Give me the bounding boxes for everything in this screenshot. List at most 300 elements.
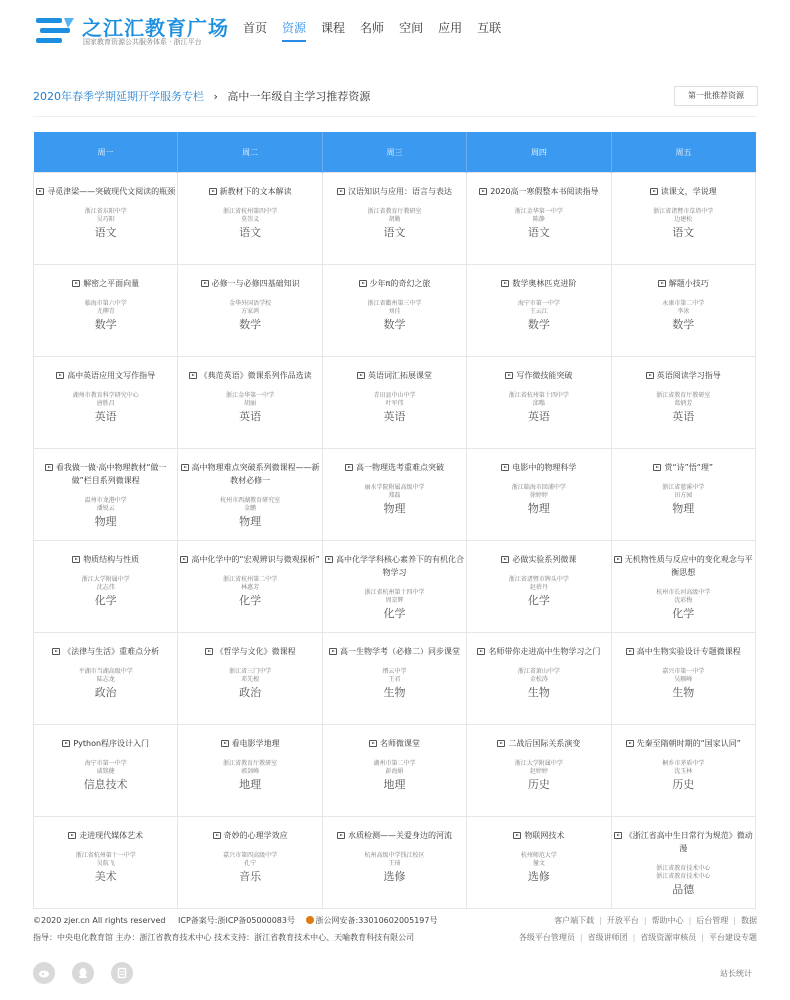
- course-card[interactable]: [323, 449, 466, 540]
- footer-link[interactable]: 平台建设专题: [709, 933, 757, 942]
- teacher-name: 金松涛: [529, 676, 548, 683]
- course-title[interactable]: 《哲学与文化》微课程: [215, 647, 296, 656]
- course-title[interactable]: 高中化学中的“宏观辨识与微观探析”: [191, 555, 320, 564]
- course-cell: [611, 265, 755, 357]
- footer-link[interactable]: 帮助中心: [651, 916, 684, 925]
- icp-link[interactable]: ICP备案号:浙ICP备05000083号: [178, 916, 295, 925]
- school-name: 温州市龙港中学: [84, 497, 127, 504]
- school-name: 浙江金华第一中学: [226, 392, 275, 399]
- table-row: [34, 173, 756, 265]
- play-icon: [209, 188, 217, 195]
- course-cell: [322, 817, 466, 909]
- subject-label: 化学: [527, 594, 550, 607]
- teacher-name: 郑磊: [388, 492, 401, 499]
- course-title-line[interactable]: [367, 737, 422, 750]
- school-name: 浙江省杭州第十四中学: [364, 589, 425, 596]
- teacher-name: 王君: [388, 676, 401, 683]
- course-title[interactable]: 高中化学学科核心素养下的有机化合物学习: [335, 555, 464, 577]
- course-card[interactable]: [467, 449, 610, 540]
- link-separator: |: [579, 933, 583, 942]
- breadcrumb-parent-link[interactable]: 2020年春季学期延期开学服务专栏: [33, 90, 204, 103]
- school-name: 浙江大学附属中学: [514, 760, 563, 767]
- course-card[interactable]: [34, 725, 177, 816]
- course-card[interactable]: [467, 633, 610, 724]
- course-card[interactable]: [467, 357, 610, 448]
- link-separator: |: [733, 916, 736, 925]
- play-icon: [36, 188, 44, 195]
- subject-label: 化学: [383, 607, 406, 620]
- school-name: 浙江省教育技术中心: [656, 865, 711, 872]
- play-icon: [501, 280, 509, 287]
- course-card[interactable]: [612, 173, 755, 264]
- course-cell: [178, 357, 322, 449]
- course-card[interactable]: [612, 357, 755, 448]
- course-cell: [322, 541, 466, 633]
- teacher-name: 孔宁: [244, 860, 257, 867]
- teacher-name: 方家鸿: [241, 308, 260, 315]
- teacher-name: 吴顺峰: [674, 676, 693, 683]
- course-title-line[interactable]: [499, 277, 578, 290]
- subject-label: 音乐: [239, 870, 262, 883]
- nav-item[interactable]: 课程: [321, 21, 346, 35]
- course-cell: [322, 633, 466, 725]
- course-cell: [322, 357, 466, 449]
- play-icon: [62, 740, 70, 747]
- course-title-line[interactable]: [511, 829, 566, 842]
- school-name: 杭州高级中学钱江校区: [364, 852, 425, 859]
- course-cell: [34, 541, 178, 633]
- document-icon[interactable]: [111, 962, 133, 984]
- course-cell: [34, 449, 178, 541]
- course-title-line[interactable]: [50, 645, 161, 658]
- course-card[interactable]: [467, 725, 610, 816]
- course-title-line[interactable]: [54, 369, 157, 382]
- day-header: 周三: [322, 132, 466, 173]
- table-row: [34, 265, 756, 357]
- teacher-name: 陈静: [532, 216, 545, 223]
- footer-link[interactable]: 后台管理: [696, 916, 729, 925]
- course-title[interactable]: 必修一与必修四基础知识: [211, 279, 300, 288]
- course-title-line[interactable]: [70, 553, 141, 566]
- teacher-name: 徐婷婷: [529, 492, 548, 499]
- teacher-name: 胡丽: [244, 400, 257, 407]
- teacher-name: 吴巧阳: [96, 216, 115, 223]
- course-title-line[interactable]: [34, 185, 177, 198]
- subject-label: 品德: [672, 883, 695, 896]
- course-title-line[interactable]: [355, 369, 434, 382]
- course-title-line[interactable]: [211, 829, 290, 842]
- teacher-name: 僮文: [532, 860, 545, 867]
- teacher-name: 郭剑峰: [241, 768, 260, 775]
- subject-label: 物理: [383, 502, 406, 515]
- play-icon: [180, 556, 188, 563]
- course-title-line[interactable]: [70, 277, 141, 290]
- course-title[interactable]: 物联网技术: [524, 831, 565, 840]
- course-card[interactable]: [178, 357, 321, 448]
- course-card[interactable]: [323, 173, 466, 264]
- course-card[interactable]: [323, 633, 466, 724]
- nav-item[interactable]: 名师: [360, 21, 385, 35]
- course-card[interactable]: [178, 449, 321, 540]
- course-title-line[interactable]: [624, 737, 743, 750]
- course-title[interactable]: 名师带你走进高中生物学习之门: [488, 647, 601, 656]
- footer-link[interactable]: 省级资源审核员: [640, 933, 697, 942]
- nav-item[interactable]: 首页: [243, 21, 268, 35]
- course-cell: [178, 449, 322, 541]
- course-title[interactable]: 解题小技巧: [668, 279, 709, 288]
- school-name: 浙江省杭州第二中学: [223, 576, 278, 583]
- course-title[interactable]: 名师微课堂: [379, 739, 420, 748]
- teacher-name: 吴航飞: [96, 860, 115, 867]
- table-header-row: [34, 132, 756, 173]
- subject-label: 选修: [383, 870, 406, 883]
- course-card[interactable]: [323, 265, 466, 356]
- course-cell: [467, 265, 611, 357]
- school-name: 浙江省诸暨市牌头中学: [508, 576, 569, 583]
- course-title[interactable]: 物质结构与性质: [83, 555, 140, 564]
- teacher-name: 王云江: [529, 308, 548, 315]
- play-icon: [513, 832, 521, 839]
- play-icon: [213, 832, 221, 839]
- course-title-line[interactable]: [499, 461, 578, 474]
- subject-label: 物理: [239, 515, 262, 528]
- course-card[interactable]: [178, 725, 321, 816]
- course-cell: [611, 449, 755, 541]
- teacher-name: 田方园: [674, 492, 693, 499]
- course-title[interactable]: 看我做一做·高中物理教材“做一做”栏目系列微课程: [55, 463, 167, 485]
- course-title-line[interactable]: [495, 737, 582, 750]
- footer-link[interactable]: 数据: [741, 916, 757, 925]
- subject-label: 物理: [527, 502, 550, 515]
- course-card[interactable]: [178, 173, 321, 264]
- play-icon: [650, 188, 658, 195]
- subject-label: 英语: [239, 410, 262, 423]
- course-title[interactable]: 新教材下的文本解读: [219, 187, 292, 196]
- subject-label: 语文: [383, 226, 406, 239]
- play-icon: [337, 188, 345, 195]
- school-name: 永康市第二中学: [662, 300, 705, 307]
- course-card[interactable]: [34, 449, 177, 540]
- course-card[interactable]: [323, 725, 466, 816]
- footer-link[interactable]: 各级平台管理员: [518, 933, 575, 942]
- teacher-name: 金鹏: [244, 505, 257, 512]
- course-title-line[interactable]: [644, 369, 723, 382]
- play-icon: [505, 372, 513, 379]
- course-cell: [34, 817, 178, 909]
- course-card[interactable]: [467, 817, 610, 908]
- course-title[interactable]: 高中生物实验设计专题微课程: [636, 647, 741, 656]
- course-title-line[interactable]: [34, 461, 177, 487]
- teacher-name: 邓先根: [241, 676, 260, 683]
- link-separator: |: [701, 933, 704, 942]
- nav-item[interactable]: 互联: [477, 21, 502, 35]
- course-title-line[interactable]: [323, 553, 466, 579]
- school-name: 浙江省教育厅教研室: [223, 760, 278, 767]
- course-cell: [611, 817, 755, 909]
- course-card[interactable]: [612, 633, 755, 724]
- recommend-batch-button[interactable]: 第一批推荐资源: [674, 86, 758, 106]
- school-name: 浙江省慈溪中学: [662, 484, 705, 491]
- course-cell: [467, 633, 611, 725]
- course-card[interactable]: [178, 541, 321, 632]
- school-name: 浙江省三门中学: [229, 668, 272, 675]
- course-title-line[interactable]: [187, 369, 314, 382]
- course-cell: [178, 173, 322, 265]
- play-icon: [325, 556, 333, 563]
- course-title[interactable]: Python程序设计入门: [73, 739, 150, 748]
- course-card[interactable]: [612, 541, 755, 632]
- footer-link[interactable]: 客户端下载: [554, 916, 595, 925]
- course-title-line[interactable]: [651, 461, 715, 474]
- subject-label: 英语: [527, 410, 550, 423]
- course-cell: [467, 817, 611, 909]
- course-card[interactable]: [34, 541, 177, 632]
- teacher-name: 葛炳芳: [674, 400, 693, 407]
- police-record-link[interactable]: 浙公网安备:33010602005197号: [315, 916, 438, 925]
- course-title[interactable]: 读课文，学说理: [660, 187, 717, 196]
- subject-label: 英语: [672, 410, 695, 423]
- course-title-line[interactable]: [624, 645, 743, 658]
- teacher-name: 浙江省教育技术中心: [656, 873, 711, 880]
- table-row: [34, 357, 756, 449]
- course-card[interactable]: [34, 357, 177, 448]
- course-title-line[interactable]: [178, 553, 321, 566]
- course-card[interactable]: [178, 633, 321, 724]
- course-cell: [178, 633, 322, 725]
- play-icon: [653, 464, 661, 471]
- school-name: 浙江金华第一中学: [514, 208, 563, 215]
- course-title[interactable]: 二战后国际关系演变: [508, 739, 581, 748]
- course-cell: [178, 265, 322, 357]
- table-body: [34, 173, 756, 909]
- subject-label: 英语: [94, 410, 117, 423]
- subject-label: 生物: [383, 686, 406, 699]
- course-card[interactable]: [34, 817, 177, 908]
- course-title-line[interactable]: [612, 829, 755, 855]
- course-card[interactable]: [467, 541, 610, 632]
- course-title[interactable]: 寻觅津梁——突破现代文阅读的瓶颈: [47, 187, 176, 196]
- course-title-line[interactable]: [199, 277, 302, 290]
- course-title-line[interactable]: [219, 737, 282, 750]
- subject-label: 英语: [383, 410, 406, 423]
- course-title-line[interactable]: [499, 553, 578, 566]
- subject-label: 数学: [239, 318, 262, 331]
- school-name: 杭州市长河高级中学: [656, 589, 711, 596]
- course-cell: [34, 725, 178, 817]
- course-title-line[interactable]: [335, 829, 454, 842]
- school-name: 浙江省杭州第十一中学: [75, 852, 136, 859]
- school-name: 浙江省衢州第三中学: [367, 300, 422, 307]
- course-cell: [178, 541, 322, 633]
- course-title[interactable]: 必做实验系列微课: [512, 555, 577, 564]
- school-name: 浙江大学附属中学: [81, 576, 130, 583]
- course-card[interactable]: [34, 265, 177, 356]
- school-name: 临海市第六中学: [84, 300, 127, 307]
- teacher-name: 沈彩梅: [674, 597, 693, 604]
- course-title[interactable]: 英语阅读学习指导: [656, 371, 721, 380]
- teacher-name: 戚铭健: [96, 768, 115, 775]
- teacher-name: 王琦: [388, 860, 401, 867]
- play-icon: [68, 832, 76, 839]
- subject-label: 化学: [239, 594, 262, 607]
- course-title[interactable]: 电影中的物理科学: [512, 463, 577, 472]
- subject-label: 数学: [383, 318, 406, 331]
- school-name: 浙江省诸暨市草塔中学: [653, 208, 714, 215]
- course-title-line[interactable]: [327, 645, 462, 658]
- course-card[interactable]: [612, 265, 755, 356]
- play-icon: [359, 280, 367, 287]
- play-icon: [658, 280, 666, 287]
- course-title[interactable]: 水质检测——关爱身边的河流: [347, 831, 452, 840]
- course-cell: [611, 541, 755, 633]
- divider: [33, 116, 757, 117]
- course-title-line[interactable]: [207, 185, 294, 198]
- course-card[interactable]: [34, 633, 177, 724]
- subject-label: 历史: [527, 778, 550, 791]
- nav-item[interactable]: 空间: [399, 21, 424, 35]
- table-row: [34, 633, 756, 725]
- weibo-icon[interactable]: [33, 962, 55, 984]
- footer-link[interactable]: 开放平台: [606, 916, 639, 925]
- course-title-line[interactable]: [203, 645, 298, 658]
- teacher-name: 唐胜昌: [96, 400, 115, 407]
- table-row: [34, 541, 756, 633]
- breadcrumb-separator: ›: [213, 90, 218, 103]
- course-title[interactable]: 《法律与生活》重难点分析: [63, 647, 160, 656]
- course-cell: [178, 817, 322, 909]
- course-card[interactable]: [323, 541, 466, 632]
- course-cell: [178, 725, 322, 817]
- course-cell: [611, 357, 755, 449]
- qq-icon[interactable]: [72, 962, 94, 984]
- course-title[interactable]: 走进现代媒体艺术: [79, 831, 144, 840]
- course-title[interactable]: 先秦至隋朝时期的“国家认同”: [636, 739, 741, 748]
- course-title[interactable]: 高一生物学考（必修二）同步课堂: [339, 647, 460, 656]
- course-cell: [34, 633, 178, 725]
- table-row: [34, 817, 756, 909]
- subject-label: 语文: [94, 226, 117, 239]
- course-card[interactable]: [323, 357, 466, 448]
- course-title-line[interactable]: [357, 277, 433, 290]
- play-icon: [501, 464, 509, 471]
- footer-link[interactable]: 省级讲师团: [587, 933, 628, 942]
- course-card[interactable]: [467, 265, 610, 356]
- course-title[interactable]: 解密之平面向量: [83, 279, 140, 288]
- day-header: 周一: [34, 132, 178, 173]
- school-name: 浙江省教育厅教研室: [367, 208, 422, 215]
- subject-label: 地理: [239, 778, 262, 791]
- course-card[interactable]: [612, 817, 755, 908]
- course-title[interactable]: 《浙江省高中生日常行为规范》微动漫: [624, 831, 753, 853]
- course-card[interactable]: [612, 725, 755, 816]
- school-name: 浙江省萧山中学: [517, 668, 560, 675]
- course-title[interactable]: 少年π的奇幻之旅: [369, 279, 431, 288]
- course-title[interactable]: 高一物理选考重难点突破: [355, 463, 444, 472]
- course-title-line[interactable]: [477, 185, 600, 198]
- school-name: 浙江省杭州第十四中学: [508, 392, 569, 399]
- subject-label: 生物: [672, 686, 695, 699]
- course-title-line[interactable]: [178, 461, 321, 487]
- subject-label: 历史: [672, 778, 695, 791]
- course-card[interactable]: [178, 265, 321, 356]
- play-icon: [501, 556, 509, 563]
- course-title[interactable]: 无机物性质与反应中的变化观念与平衡思想: [624, 555, 753, 577]
- teacher-name: 尤柳青: [96, 308, 115, 315]
- course-title[interactable]: 看电影学地理: [231, 739, 280, 748]
- play-icon: [614, 556, 622, 563]
- school-name: 桐乡市茅盾中学: [662, 760, 705, 767]
- course-cell: [34, 173, 178, 265]
- school-name: 湖州市教育科学研究中心: [72, 392, 139, 399]
- course-title[interactable]: 汉语知识与应用：语言与表达: [347, 187, 452, 196]
- course-title-line[interactable]: [343, 461, 446, 474]
- course-title[interactable]: 赏“诗”悟“理”: [664, 463, 714, 472]
- course-title[interactable]: 奇妙的心理学效应: [223, 831, 288, 840]
- teacher-name: 周京辉: [385, 597, 404, 604]
- course-title-line[interactable]: [60, 737, 151, 750]
- teacher-name: 李冰: [677, 308, 690, 315]
- course-title[interactable]: 2020高一寒假整本书阅读指导: [490, 187, 599, 196]
- course-cell: [34, 357, 178, 449]
- course-card[interactable]: [467, 173, 610, 264]
- course-title-line[interactable]: [66, 829, 145, 842]
- course-cell: [467, 541, 611, 633]
- course-card[interactable]: [178, 817, 321, 908]
- teacher-name: 叶军伟: [385, 400, 404, 407]
- course-title[interactable]: 高中物理难点突破系列微课程——新教材必修一: [191, 463, 320, 485]
- school-name: 平湖市当湖高级中学: [78, 668, 133, 675]
- link-separator: |: [632, 933, 636, 942]
- school-name: 丽水学院附属高级中学: [364, 484, 425, 491]
- course-title[interactable]: 《典范英语》微课系列作品选读: [199, 371, 312, 380]
- teacher-name: 陆志龙: [96, 676, 115, 683]
- school-name: 湖州市第二中学: [373, 760, 416, 767]
- course-title[interactable]: 英语词汇拓展课堂: [367, 371, 432, 380]
- course-title-line[interactable]: [612, 553, 755, 579]
- course-card[interactable]: [323, 817, 466, 908]
- course-card[interactable]: [34, 173, 177, 264]
- school-name: 浙江省教育厅教研室: [656, 392, 711, 399]
- footer-links-row2: [519, 932, 757, 943]
- course-cell: [467, 173, 611, 265]
- course-cell: [611, 633, 755, 725]
- course-title[interactable]: 数学奥林匹克进阶: [512, 279, 577, 288]
- course-title-line[interactable]: [656, 277, 711, 290]
- day-header: 周二: [178, 132, 322, 173]
- nav-item[interactable]: 资源: [282, 20, 306, 42]
- course-title-line[interactable]: [648, 185, 719, 198]
- course-title[interactable]: 写作微技能突破: [516, 371, 573, 380]
- course-title-line[interactable]: [475, 645, 602, 658]
- teacher-name: 刘佳: [388, 308, 401, 315]
- teacher-name: 赵婷婷: [529, 768, 548, 775]
- subject-label: 政治: [239, 686, 262, 699]
- subject-label: 化学: [94, 594, 117, 607]
- nav-item[interactable]: 应用: [438, 21, 463, 35]
- school-name: 浙江省杭州第四中学: [223, 208, 278, 215]
- teacher-name: 潘锐云: [96, 505, 115, 512]
- course-title-line[interactable]: [335, 185, 454, 198]
- course-title-line[interactable]: [503, 369, 574, 382]
- play-icon: [52, 648, 60, 655]
- course-title[interactable]: 高中英语应用文写作指导: [67, 371, 156, 380]
- footer-credits: 指导：中央电化教育馆 主办：浙江省教育技术中心 技术支持：浙江省教育技术中心、天喻教育科技有限公司: [33, 933, 415, 942]
- site-stats-link[interactable]: 站长统计: [720, 969, 752, 978]
- play-icon: [477, 648, 485, 655]
- footer-links-row1: [554, 915, 757, 926]
- course-card[interactable]: [612, 449, 755, 540]
- breadcrumb: [33, 88, 370, 104]
